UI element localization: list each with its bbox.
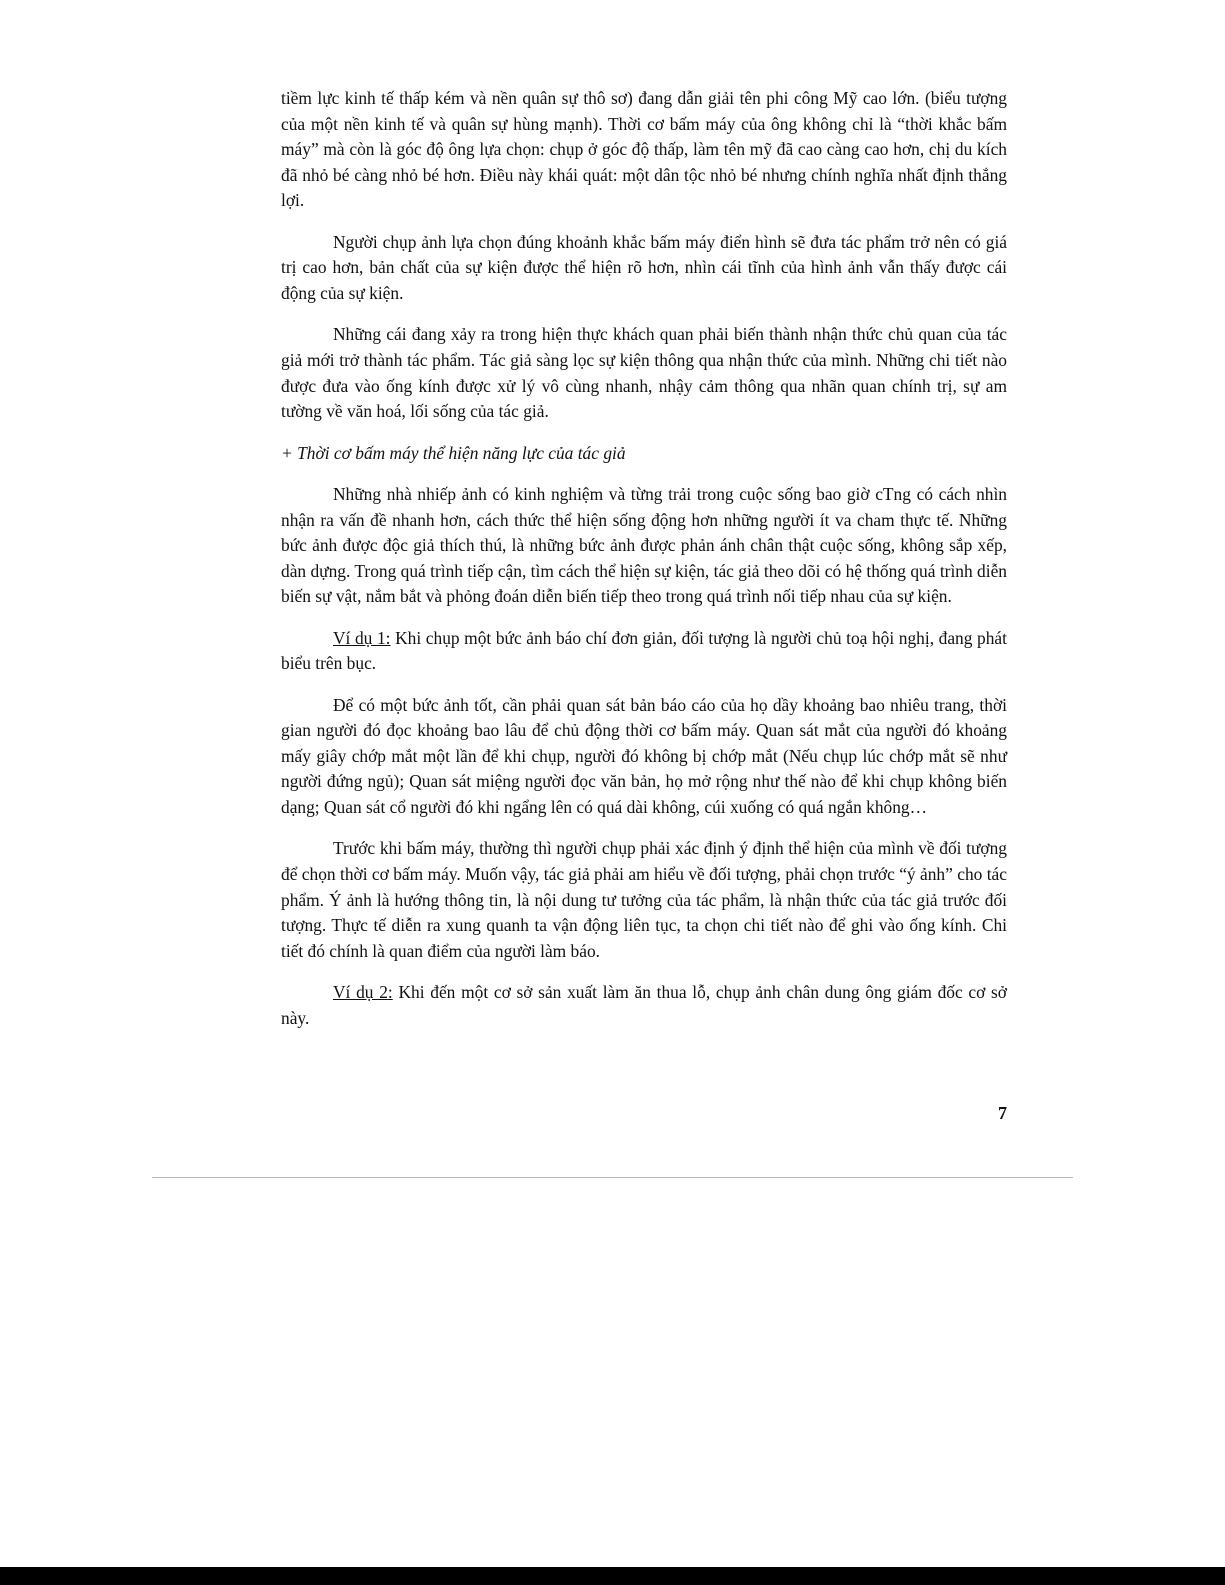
example-2-text: Khi đến một cơ sở sản xuất làm ăn thua lỗ, chụp ảnh chân dung ông giám đốc cơ sở này.: [281, 982, 1007, 1028]
page-separator-line: [152, 1177, 1073, 1178]
paragraph-photo-idea: Trước khi bấm máy, thường thì người chụp phải xác định ý định thể hiện của mình về đối tượng để chọn thời cơ bấm máy. Muốn vậy, tác giả phải am hiểu về đối tượng, phải chọn trước “ý ảnh” cho tác phẩm. Ý ảnh là hướng thông tin, là nội dung tư tưởng của tác phẩm, là nhận thức của tác giả trước đối tượng. Thực tế diễn ra xung quanh ta vận động liên tục, ta chọn chi tiết nào để ghi vào ống kính. Chi tiết đó chính là quan điểm của người làm báo.: [281, 838, 1007, 961]
example-1-text: Khi chụp một bức ảnh báo chí đơn giản, đối tượng là người chủ toạ hội nghị, đang phát biểu trên bục.: [281, 627, 1007, 674]
paragraph-subjective-awareness: Những cái đang xảy ra trong hiện thực khách quan phải biến thành nhận thức chủ quan của tác giả mới trở thành tác phẩm. Tác giả sàng lọc sự kiện thông qua nhận thức của mình. Những chi tiết nào được đưa vào ống kính được xử lý vô cùng nhanh, nhậy cảm thông qua nhãn quan chính trị, sự am tường về văn hoá, lối sống của tác giả.: [281, 324, 1007, 422]
paragraph-example-1: [281, 626, 1007, 677]
paragraph-observation: Để có một bức ảnh tốt, cần phải quan sát bản báo cáo của họ dầy khoảng bao nhiêu trang, thời gian người đó đọc khoảng bao lâu để chủ động thời cơ bấm máy. Quan sát mắt của người đó khoảng mấy giây chớp mắt một lần để khi chụp, người đó không bị chớp mắt (Nếu chụp lúc chớp mắt sẽ như người đứng ngủ); Quan sát miệng người đọc văn bản, họ mở rộng như thế nào để khi chụp không biến dạng; Quan sát cổ người đó khi ngẩng lên có quá dài không, cúi xuống có quá ngắn không…: [281, 694, 1007, 818]
paragraph-decisive-moment: Người chụp ảnh lựa chọn đúng khoảnh khắc bấm máy điển hình sẽ đưa tác phẩm trở nên có giá trị cao hơn, bản chất của sự kiện được thể hiện rõ hơn, nhìn cái tĩnh của hình ảnh vẫn thấy được cái động của sự kiện.: [281, 231, 1007, 303]
page-body: [281, 86, 1007, 1047]
bottom-edge-strip: [0, 1567, 1225, 1585]
paragraph-continuation: tiềm lực kinh tế thấp kém và nền quân sự thô sơ) đang dẫn giải tên phi công Mỹ cao lớn. (biểu tượng của một nền kinh tế và quân sự hùng mạnh). Thời cơ bấm máy của ông không chỉ là “thời khắc bấm máy” mà còn là góc độ ông lựa chọn: chụp ở góc độ thấp, làm tên mỹ đã cao càng cao hơn, chị du kích đã nhỏ bé càng nhỏ bé hơn. Điều này khái quát: một dân tộc nhỏ bé nhưng chính nghĩa nhất định thắng lợi.: [281, 88, 1007, 211]
page-number: 7: [998, 1103, 1007, 1123]
section-heading-author-ability: + Thời cơ bấm máy thể hiện năng lực của tác giả: [281, 442, 626, 463]
paragraph-example-2: [281, 980, 1007, 1031]
paragraph-experienced-photographers: Những nhà nhiếp ảnh có kinh nghiệm và từng trải trong cuộc sống bao giờ cTng có cách nhìn nhận ra vấn đề nhanh hơn, cách thức thể hiện sống động hơn những người ít va cham thực tế. Những bức ảnh được độc giả thích thú, là những bức ảnh được phản ánh chân thật cuộc sống, không sắp xếp, dàn dựng. Trong quá trình tiếp cận, tìm cách thể hiện sự kiện, tác giả theo dõi có hệ thống quá trình diễn biến sự vật, nắm bắt và phỏng đoán diễn biến tiếp theo trong quá trình nối tiếp nhau của sự kiện.: [281, 483, 1007, 607]
example-1-label: Ví dụ 1:: [333, 627, 391, 648]
example-2-label: Ví dụ 2:: [333, 982, 393, 1003]
